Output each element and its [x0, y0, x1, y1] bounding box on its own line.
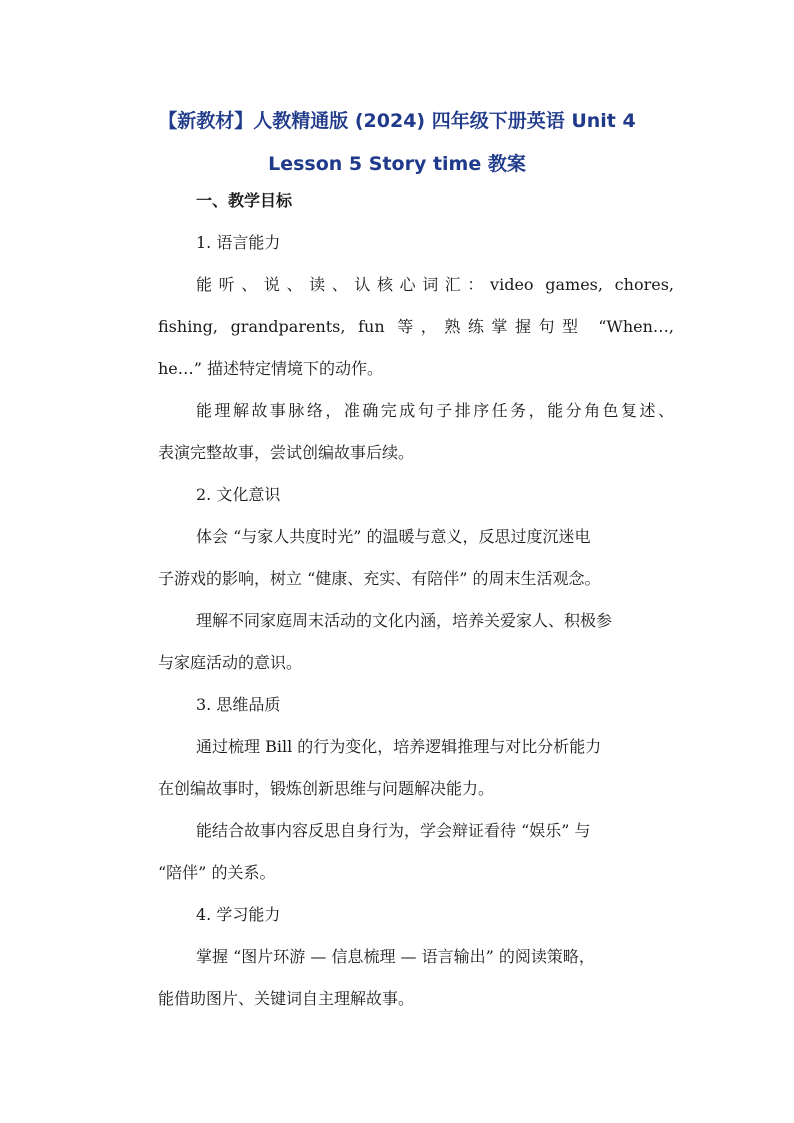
- subheading-language-ability: 1. 语言能力: [196, 233, 281, 252]
- section-heading-teaching-objectives: 一、教学目标: [196, 191, 293, 210]
- paragraph-5-line-1: 通过梳理 Bill 的行为变化，培养逻辑推理与对比分析能力: [196, 737, 602, 756]
- paragraph-4-line-1: 理解不同家庭周末活动的文化内涵，培养关爱家人、积极参: [196, 611, 613, 630]
- document-title-line-2: Lesson 5 Story time 教案: [268, 153, 526, 175]
- paragraph-3-line-2: 子游戏的影响，树立 “健康、充实、有陪伴” 的周末生活观念。: [158, 569, 601, 588]
- subheading-cultural-awareness: 2. 文化意识: [196, 485, 281, 504]
- subheading-learning-ability: 4. 学习能力: [196, 905, 281, 924]
- paragraph-2-line-2: 表演完整故事，尝试创编故事后续。: [158, 443, 415, 462]
- paragraph-1-line-3: he…” 描述特定情境下的动作。: [158, 359, 384, 378]
- document-title-line-1: 【新教材】人教精通版 (2024) 四年级下册英语 Unit 4: [158, 110, 636, 132]
- paragraph-7-line-2: 能借助图片、关键词自主理解故事。: [158, 989, 415, 1008]
- paragraph-1-line-1: 能听、说、读、认核心词汇：video games, chores,: [196, 275, 674, 294]
- paragraph-6-line-1: 能结合故事内容反思自身行为，学会辩证看待 “娱乐” 与: [196, 821, 591, 840]
- paragraph-4-line-2: 与家庭活动的意识。: [158, 653, 303, 672]
- paragraph-3-line-1: 体会 “与家人共度时光” 的温暖与意义，反思过度沉迷电: [196, 527, 591, 546]
- paragraph-1-line-2: fishing, grandparents, fun 等，熟练掌握句型 “When…,: [158, 317, 674, 336]
- paragraph-7-line-1: 掌握 “图片环游 — 信息梳理 — 语言输出” 的阅读策略，: [196, 947, 595, 966]
- paragraph-5-line-2: 在创编故事时，锻炼创新思维与问题解决能力。: [158, 779, 495, 798]
- paragraph-6-line-2: “陪伴” 的关系。: [158, 863, 276, 882]
- paragraph-2-line-1: 能理解故事脉络，准确完成句子排序任务，能分角色复述、: [196, 401, 674, 420]
- subheading-thinking-quality: 3. 思维品质: [196, 695, 281, 714]
